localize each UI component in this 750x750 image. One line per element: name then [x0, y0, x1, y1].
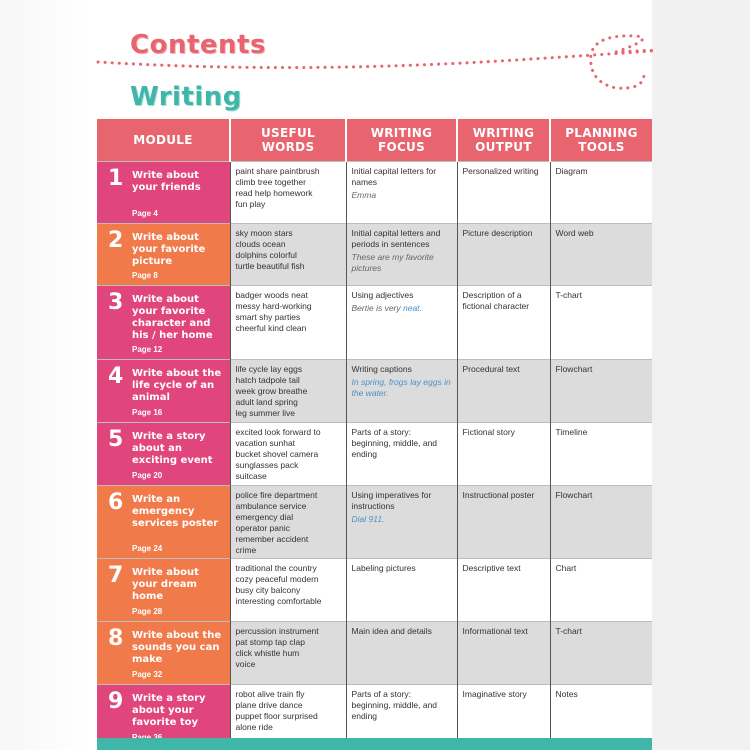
- writing-focus-example: In spring, frogs lay eggs in the water.: [351, 377, 451, 398]
- page-margin: [652, 0, 750, 750]
- writing-output-cell: [457, 162, 550, 224]
- module-title: Write a story about your favorite toy: [132, 693, 206, 728]
- writing-output: Personalized writing: [462, 166, 539, 176]
- contents-table: [97, 119, 652, 747]
- column-header-planning-tools: PLANNING TOOLS: [550, 119, 652, 162]
- writing-focus: Labeling pictures: [351, 563, 416, 573]
- writing-output-cell: [457, 622, 550, 685]
- planning-tool-cell: [550, 622, 652, 685]
- module-cell: [97, 559, 230, 622]
- table-row: [97, 559, 652, 622]
- useful-words-cell: [230, 559, 346, 622]
- column-header-module: MODULE: [97, 119, 230, 162]
- writing-focus-cell: [346, 486, 457, 559]
- module-number: 6: [108, 490, 124, 515]
- writing-output-cell: [457, 286, 550, 360]
- module-page: Page 28: [132, 607, 163, 616]
- writing-focus: Using adjectives: [351, 290, 414, 300]
- useful-words: robot alive train fly plane drive dance puppet floor surprised alone ride: [235, 689, 318, 732]
- module-cell: [97, 622, 230, 685]
- writing-focus: Initial capital letters and periods in sentences: [351, 228, 441, 249]
- writing-output-cell: [457, 559, 550, 622]
- module-title: Write about your dream home: [132, 567, 199, 602]
- writing-output-cell: [457, 224, 550, 286]
- table-row: [97, 162, 652, 224]
- useful-words: police fire department ambulance service emergency dial operator panic remember accident crime: [235, 490, 318, 555]
- writing-output: Imaginative story: [462, 689, 527, 699]
- planning-tool-cell: [550, 360, 652, 423]
- module-title: Write a story about an exciting event: [132, 431, 213, 466]
- writing-output: Picture description: [462, 228, 533, 238]
- planning-tool-cell: [550, 559, 652, 622]
- contents-heading: Contents: [130, 30, 266, 60]
- module-title: Write about your favorite picture: [132, 232, 206, 267]
- module-number: 1: [108, 166, 124, 191]
- table-row: [97, 224, 652, 286]
- module-cell: [97, 224, 230, 286]
- useful-words-cell: [230, 360, 346, 423]
- planning-tool: Timeline: [555, 427, 588, 437]
- writing-focus-cell: [346, 162, 457, 224]
- writing-focus-cell: [346, 559, 457, 622]
- useful-words-cell: [230, 224, 346, 286]
- column-header-useful-words: USEFUL WORDS: [230, 119, 346, 162]
- writing-focus-cell: [346, 224, 457, 286]
- table-header-row: [97, 119, 652, 162]
- writing-output: Fictional story: [462, 427, 515, 437]
- module-page: Page 24: [132, 544, 163, 553]
- writing-output-cell: [457, 486, 550, 559]
- writing-focus-example: Emma: [351, 190, 377, 200]
- writing-output: Instructional poster: [462, 490, 535, 500]
- section-heading: Writing: [130, 82, 242, 112]
- useful-words-cell: [230, 423, 346, 486]
- writing-focus-example: Bertie is very neat.: [351, 303, 422, 313]
- module-cell: [97, 486, 230, 559]
- table-row: [97, 286, 652, 360]
- useful-words-cell: [230, 622, 346, 685]
- module-title: Write about your favorite character and his / her home: [132, 294, 213, 341]
- module-page: Page 12: [132, 345, 163, 354]
- writing-focus: Parts of a story: beginning, middle, and ending: [351, 427, 438, 459]
- writing-focus: Main idea and details: [351, 626, 432, 636]
- useful-words: percussion instrument pat stomp tap clap click whistle hum voice: [235, 626, 319, 669]
- writing-focus-cell: [346, 622, 457, 685]
- planning-tool: Flowchart: [555, 364, 593, 374]
- module-cell: [97, 423, 230, 486]
- module-page: Page 20: [132, 471, 163, 480]
- module-number: 7: [108, 563, 124, 588]
- planning-tool-cell: [550, 423, 652, 486]
- planning-tool: Chart: [555, 563, 577, 573]
- module-number: 3: [108, 290, 124, 315]
- useful-words: paint share paintbrush climb tree together read help homework fun play: [235, 166, 320, 209]
- planning-tool-cell: [550, 286, 652, 360]
- table-row: [97, 423, 652, 486]
- writing-focus-cell: [346, 423, 457, 486]
- writing-focus-example: These are my favorite pictures: [351, 252, 434, 273]
- planning-tool: Flowchart: [555, 490, 593, 500]
- useful-words-cell: [230, 286, 346, 360]
- table-row: [97, 622, 652, 685]
- writing-focus: Writing captions: [351, 364, 412, 374]
- writing-output: Description of a fictional character: [462, 290, 530, 311]
- module-number: 5: [108, 427, 124, 452]
- column-header-writing-output: WRITING OUTPUT: [457, 119, 550, 162]
- planning-tool-cell: [550, 224, 652, 286]
- module-number: 4: [108, 364, 124, 389]
- writing-focus: Initial capital letters for names: [351, 166, 437, 187]
- planning-tool: Notes: [555, 689, 578, 699]
- writing-focus-example: Dial 911.: [351, 514, 385, 524]
- writing-focus: Parts of a story: beginning, middle, and ending: [351, 689, 438, 721]
- useful-words: excited look forward to vacation sunhat bucket shovel camera sunglasses pack suitcase: [235, 427, 321, 481]
- writing-output: Procedural text: [462, 364, 520, 374]
- module-number: 2: [108, 228, 124, 253]
- module-page: Page 16: [132, 408, 163, 417]
- useful-words: traditional the country cozy peaceful modern busy city balcony interesting comfortable: [235, 563, 322, 606]
- table-row: [97, 486, 652, 559]
- planning-tool: Diagram: [555, 166, 588, 176]
- module-title: Write about your friends: [132, 170, 201, 193]
- writing-focus: Using imperatives for instructions: [351, 490, 432, 511]
- module-cell: [97, 360, 230, 423]
- table-row: [97, 360, 652, 423]
- planning-tool-cell: [550, 486, 652, 559]
- writing-output-cell: [457, 360, 550, 423]
- writing-output: Informational text: [462, 626, 528, 636]
- module-page: Page 8: [132, 271, 158, 280]
- module-title: Write about the sounds you can make: [132, 630, 222, 665]
- writing-output-cell: [457, 423, 550, 486]
- module-page: Page 32: [132, 670, 163, 679]
- module-title: Write about the life cycle of an animal: [132, 368, 222, 403]
- planning-tool: Word web: [555, 228, 594, 238]
- module-page: Page 4: [132, 209, 158, 218]
- useful-words: life cycle lay eggs hatch tadpole tail week grow breathe adult land spring leg summer live: [235, 364, 308, 418]
- writing-output: Descriptive text: [462, 563, 521, 573]
- planning-tool: T-chart: [555, 290, 582, 300]
- useful-words: badger woods neat messy hard-working smart shy parties cheerful kind clean: [235, 290, 312, 333]
- footer-bar: [97, 738, 652, 750]
- writing-focus-cell: [346, 286, 457, 360]
- writing-focus-cell: [346, 360, 457, 423]
- useful-words-cell: [230, 162, 346, 224]
- useful-words-cell: [230, 486, 346, 559]
- module-cell: [97, 162, 230, 224]
- planning-tool-cell: [550, 162, 652, 224]
- module-cell: [97, 286, 230, 360]
- module-number: 8: [108, 626, 124, 651]
- module-title: Write an emergency services poster: [132, 494, 219, 529]
- useful-words: sky moon stars clouds ocean dolphins colorful turtle beautiful fish: [235, 228, 305, 271]
- planning-tool: T-chart: [555, 626, 582, 636]
- column-header-writing-focus: WRITING FOCUS: [346, 119, 457, 162]
- module-number: 9: [108, 689, 124, 714]
